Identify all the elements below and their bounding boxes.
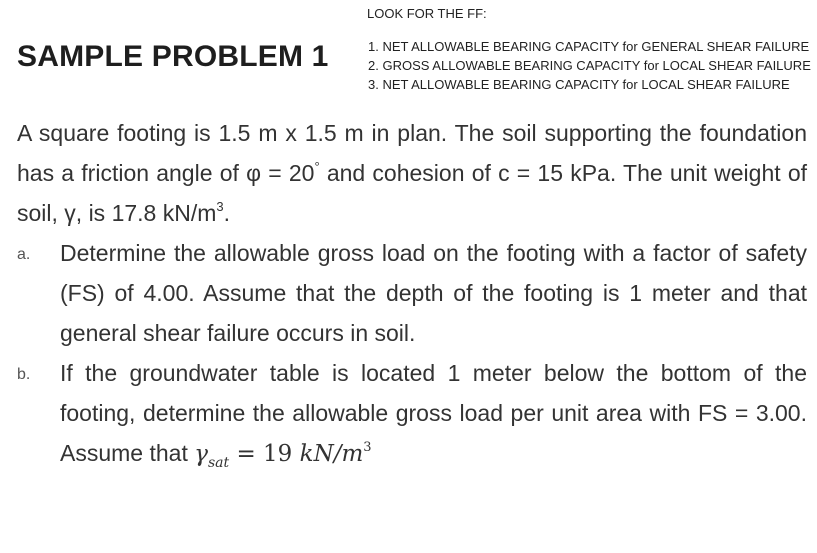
intro-text-b: and cohesion of c = 15 kPa. The unit weight of soil, γ, is 17.8 kN/m [17, 160, 808, 226]
problem-statement [17, 113, 807, 474]
unit-exponent: 3 [216, 199, 224, 214]
intro-text-a: A square footing is 1.5 m x 1.5 m in plan. The soil supporting the foundation has a friction angle of φ = 20 [17, 120, 807, 186]
degree-sign: ° [314, 159, 320, 174]
eq-rhs: = 19 [229, 441, 300, 467]
notes-title: LOOK FOR THE FF: [367, 6, 487, 21]
part-b-body: If the groundwater table is located 1 meter below the bottom of the footing, determine the allowable gross load per unit area with FS = 3.00. Assume that [60, 360, 807, 466]
part-a-marker: a. [17, 246, 31, 263]
note-item: 2. GROSS ALLOWABLE BEARING CAPACITY for LOCAL SHEAR FAILURE [368, 58, 811, 73]
part-b [17, 353, 807, 474]
eq-subscript: sat [207, 455, 230, 471]
part-b-marker: b. [17, 366, 31, 383]
eq-symbol: γ [194, 441, 208, 467]
eq-unit: kN/m [299, 441, 364, 467]
problem-intro [17, 113, 807, 233]
page-title: SAMPLE PROBLEM 1 [17, 40, 329, 73]
saturated-unit-weight-equation [194, 440, 372, 471]
part-b-text [60, 353, 807, 474]
intro-end: . [223, 200, 231, 226]
note-item: 3. NET ALLOWABLE BEARING CAPACITY for LOCAL SHEAR FAILURE [368, 77, 790, 92]
part-a-text: Determine the allowable gross load on the footing with a factor of safety (FS) of 4.00. Assume that the depth of the footing is 1 meter and that general shear failure occurs in soil. [60, 240, 807, 346]
note-item: 1. NET ALLOWABLE BEARING CAPACITY for GENERAL SHEAR FAILURE [368, 39, 810, 54]
part-a [17, 233, 807, 353]
notes-list [368, 37, 811, 94]
eq-exponent: 3 [363, 440, 372, 455]
